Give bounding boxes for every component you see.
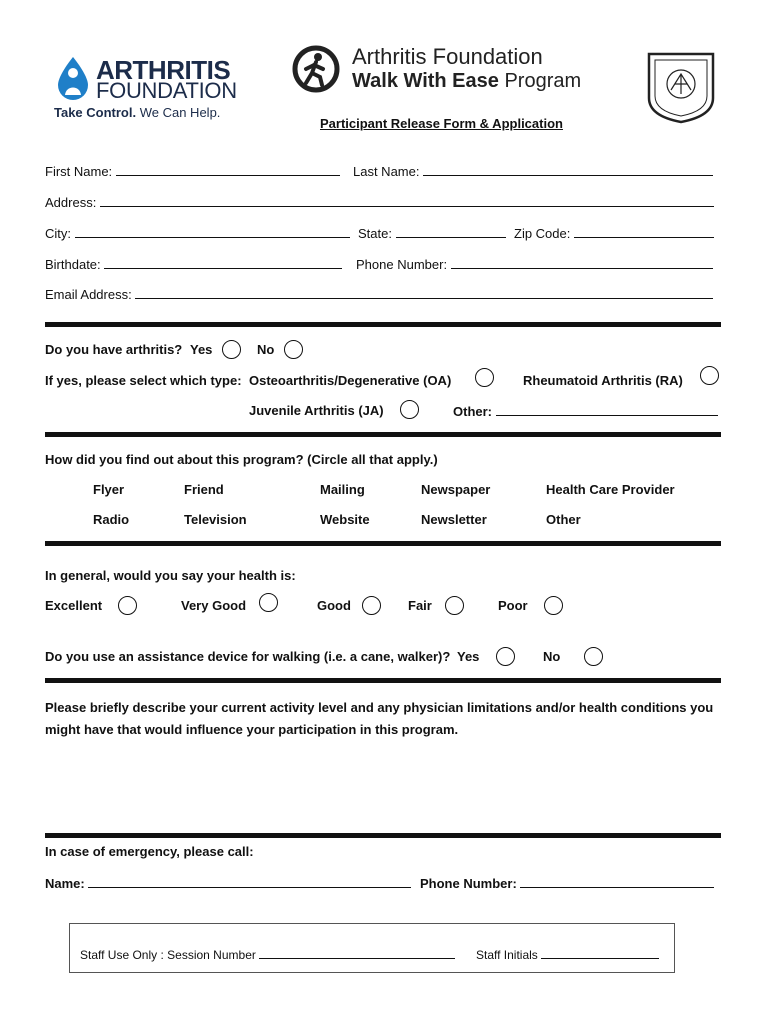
health-fair-radio[interactable] xyxy=(445,596,464,615)
first-name-row xyxy=(45,163,340,179)
section-divider xyxy=(45,678,721,683)
email-row xyxy=(45,286,713,302)
health-excellent-radio[interactable] xyxy=(118,596,137,615)
arthritis-foundation-logo xyxy=(52,55,242,125)
source-option[interactable]: Friend xyxy=(184,482,224,497)
activity-response-area[interactable] xyxy=(45,745,721,827)
staff-use-label: Staff Use Only : xyxy=(80,948,164,962)
health-poor-radio[interactable] xyxy=(544,596,563,615)
phone-label: Phone Number: xyxy=(356,257,448,272)
zip-row xyxy=(514,225,714,241)
walker-icon xyxy=(292,45,340,93)
activity-prompt-line1: Please briefly describe your current activity level and any physician limitations and/or health conditions you xyxy=(45,700,714,715)
logo-tagline: Take Control. We Can Help. xyxy=(54,105,221,120)
health-question: In general, would you say your health is: xyxy=(45,568,296,583)
address-row xyxy=(45,194,714,210)
source-option[interactable]: Radio xyxy=(93,512,130,527)
device-question: Do you use an assistance device for walking (i.e. a cane, walker)? xyxy=(45,649,451,664)
arthritis-yes-label: Yes xyxy=(190,342,213,357)
health-very-good-radio[interactable] xyxy=(259,593,278,612)
state-row xyxy=(358,225,506,241)
birthdate-row xyxy=(45,256,342,272)
state-label: State: xyxy=(358,226,392,241)
wwe-line2: Walk With Ease Program xyxy=(352,70,582,92)
email-field[interactable] xyxy=(135,286,713,299)
health-option-label: Excellent xyxy=(45,598,103,613)
shelbyville-parks-seal xyxy=(643,48,719,124)
last-name-field[interactable] xyxy=(423,163,713,176)
city-label: City: xyxy=(45,226,71,241)
phone-field[interactable] xyxy=(451,256,713,269)
section-divider xyxy=(45,833,721,838)
zip-label: Zip Code: xyxy=(514,226,571,241)
activity-prompt-line2: might have that would influence your participation in this program. xyxy=(45,722,459,737)
ra-label: Rheumatoid Arthritis (RA) xyxy=(523,373,683,388)
source-option[interactable]: Newspaper xyxy=(421,482,491,497)
form-title: Participant Release Form & Application xyxy=(320,116,563,131)
state-field[interactable] xyxy=(396,225,506,238)
staff-initials-label: Staff Initials xyxy=(476,948,538,962)
zip-field[interactable] xyxy=(574,225,714,238)
city-field[interactable] xyxy=(75,225,350,238)
source-option[interactable]: Flyer xyxy=(93,482,125,497)
device-no-label: No xyxy=(543,649,561,664)
arthritis-question: Do you have arthritis? xyxy=(45,342,183,357)
source-option[interactable]: Television xyxy=(184,512,247,527)
staff-session-row xyxy=(80,948,455,962)
phone-row xyxy=(356,256,713,272)
last-name-label: Last Name: xyxy=(353,164,420,179)
session-number-label: Session Number xyxy=(167,948,256,962)
arthritis-type-question: If yes, please select which type: xyxy=(45,373,242,388)
health-good-radio[interactable] xyxy=(362,596,381,615)
health-option-label: Poor xyxy=(498,598,528,613)
address-label: Address: xyxy=(45,195,97,210)
emergency-phone-label: Phone Number: xyxy=(420,876,517,891)
staff-initials-field[interactable] xyxy=(541,948,659,959)
source-option[interactable]: Mailing xyxy=(320,482,365,497)
health-option-label: Fair xyxy=(408,598,432,613)
emergency-phone-field[interactable] xyxy=(520,875,714,888)
other-type-row xyxy=(453,403,718,419)
session-number-field[interactable] xyxy=(259,948,455,959)
source-question: How did you find out about this program? (Circle all that apply.) xyxy=(45,452,438,467)
source-option[interactable]: Other xyxy=(546,512,581,527)
source-option[interactable]: Website xyxy=(320,512,370,527)
source-option[interactable]: Newsletter xyxy=(421,512,487,527)
city-row xyxy=(45,225,350,241)
last-name-row xyxy=(353,163,713,179)
arthritis-no-label: No xyxy=(257,342,275,357)
ja-label: Juvenile Arthritis (JA) xyxy=(249,403,384,418)
ja-radio[interactable] xyxy=(400,400,419,419)
source-option[interactable]: Health Care Provider xyxy=(546,482,675,497)
device-yes-label: Yes xyxy=(457,649,480,664)
arthritis-yes-radio[interactable] xyxy=(222,340,241,359)
email-label: Email Address: xyxy=(45,287,132,302)
emergency-name-label: Name: xyxy=(45,876,85,891)
health-option-label: Good xyxy=(317,598,351,613)
birthdate-field[interactable] xyxy=(104,256,342,269)
section-divider xyxy=(45,541,721,546)
device-no-radio[interactable] xyxy=(584,647,603,666)
ra-radio[interactable] xyxy=(700,366,719,385)
device-yes-radio[interactable] xyxy=(496,647,515,666)
oa-radio[interactable] xyxy=(475,368,494,387)
first-name-label: First Name: xyxy=(45,164,113,179)
emergency-name-field[interactable] xyxy=(88,875,411,888)
staff-initials-row xyxy=(476,948,659,962)
emergency-name-row xyxy=(45,875,411,891)
arthritis-foundation-drop-icon xyxy=(54,57,92,101)
health-option-label: Very Good xyxy=(181,598,247,613)
other-type-field[interactable] xyxy=(496,403,718,416)
section-divider xyxy=(45,322,721,327)
first-name-field[interactable] xyxy=(116,163,340,176)
oa-label: Osteoarthritis/Degenerative (OA) xyxy=(249,373,452,388)
logo-line2: FOUNDATION xyxy=(96,78,237,103)
wwe-line1: Arthritis Foundation xyxy=(352,44,543,69)
emergency-heading: In case of emergency, please call: xyxy=(45,844,254,859)
other-type-label: Other: xyxy=(453,404,492,419)
walk-with-ease-logo xyxy=(292,42,592,102)
logo-line1: ARTHRITIS xyxy=(96,55,231,85)
birthdate-label: Birthdate: xyxy=(45,257,101,272)
emergency-phone-row xyxy=(420,875,714,891)
address-field[interactable] xyxy=(100,194,714,207)
section-divider xyxy=(45,432,721,437)
arthritis-no-radio[interactable] xyxy=(284,340,303,359)
